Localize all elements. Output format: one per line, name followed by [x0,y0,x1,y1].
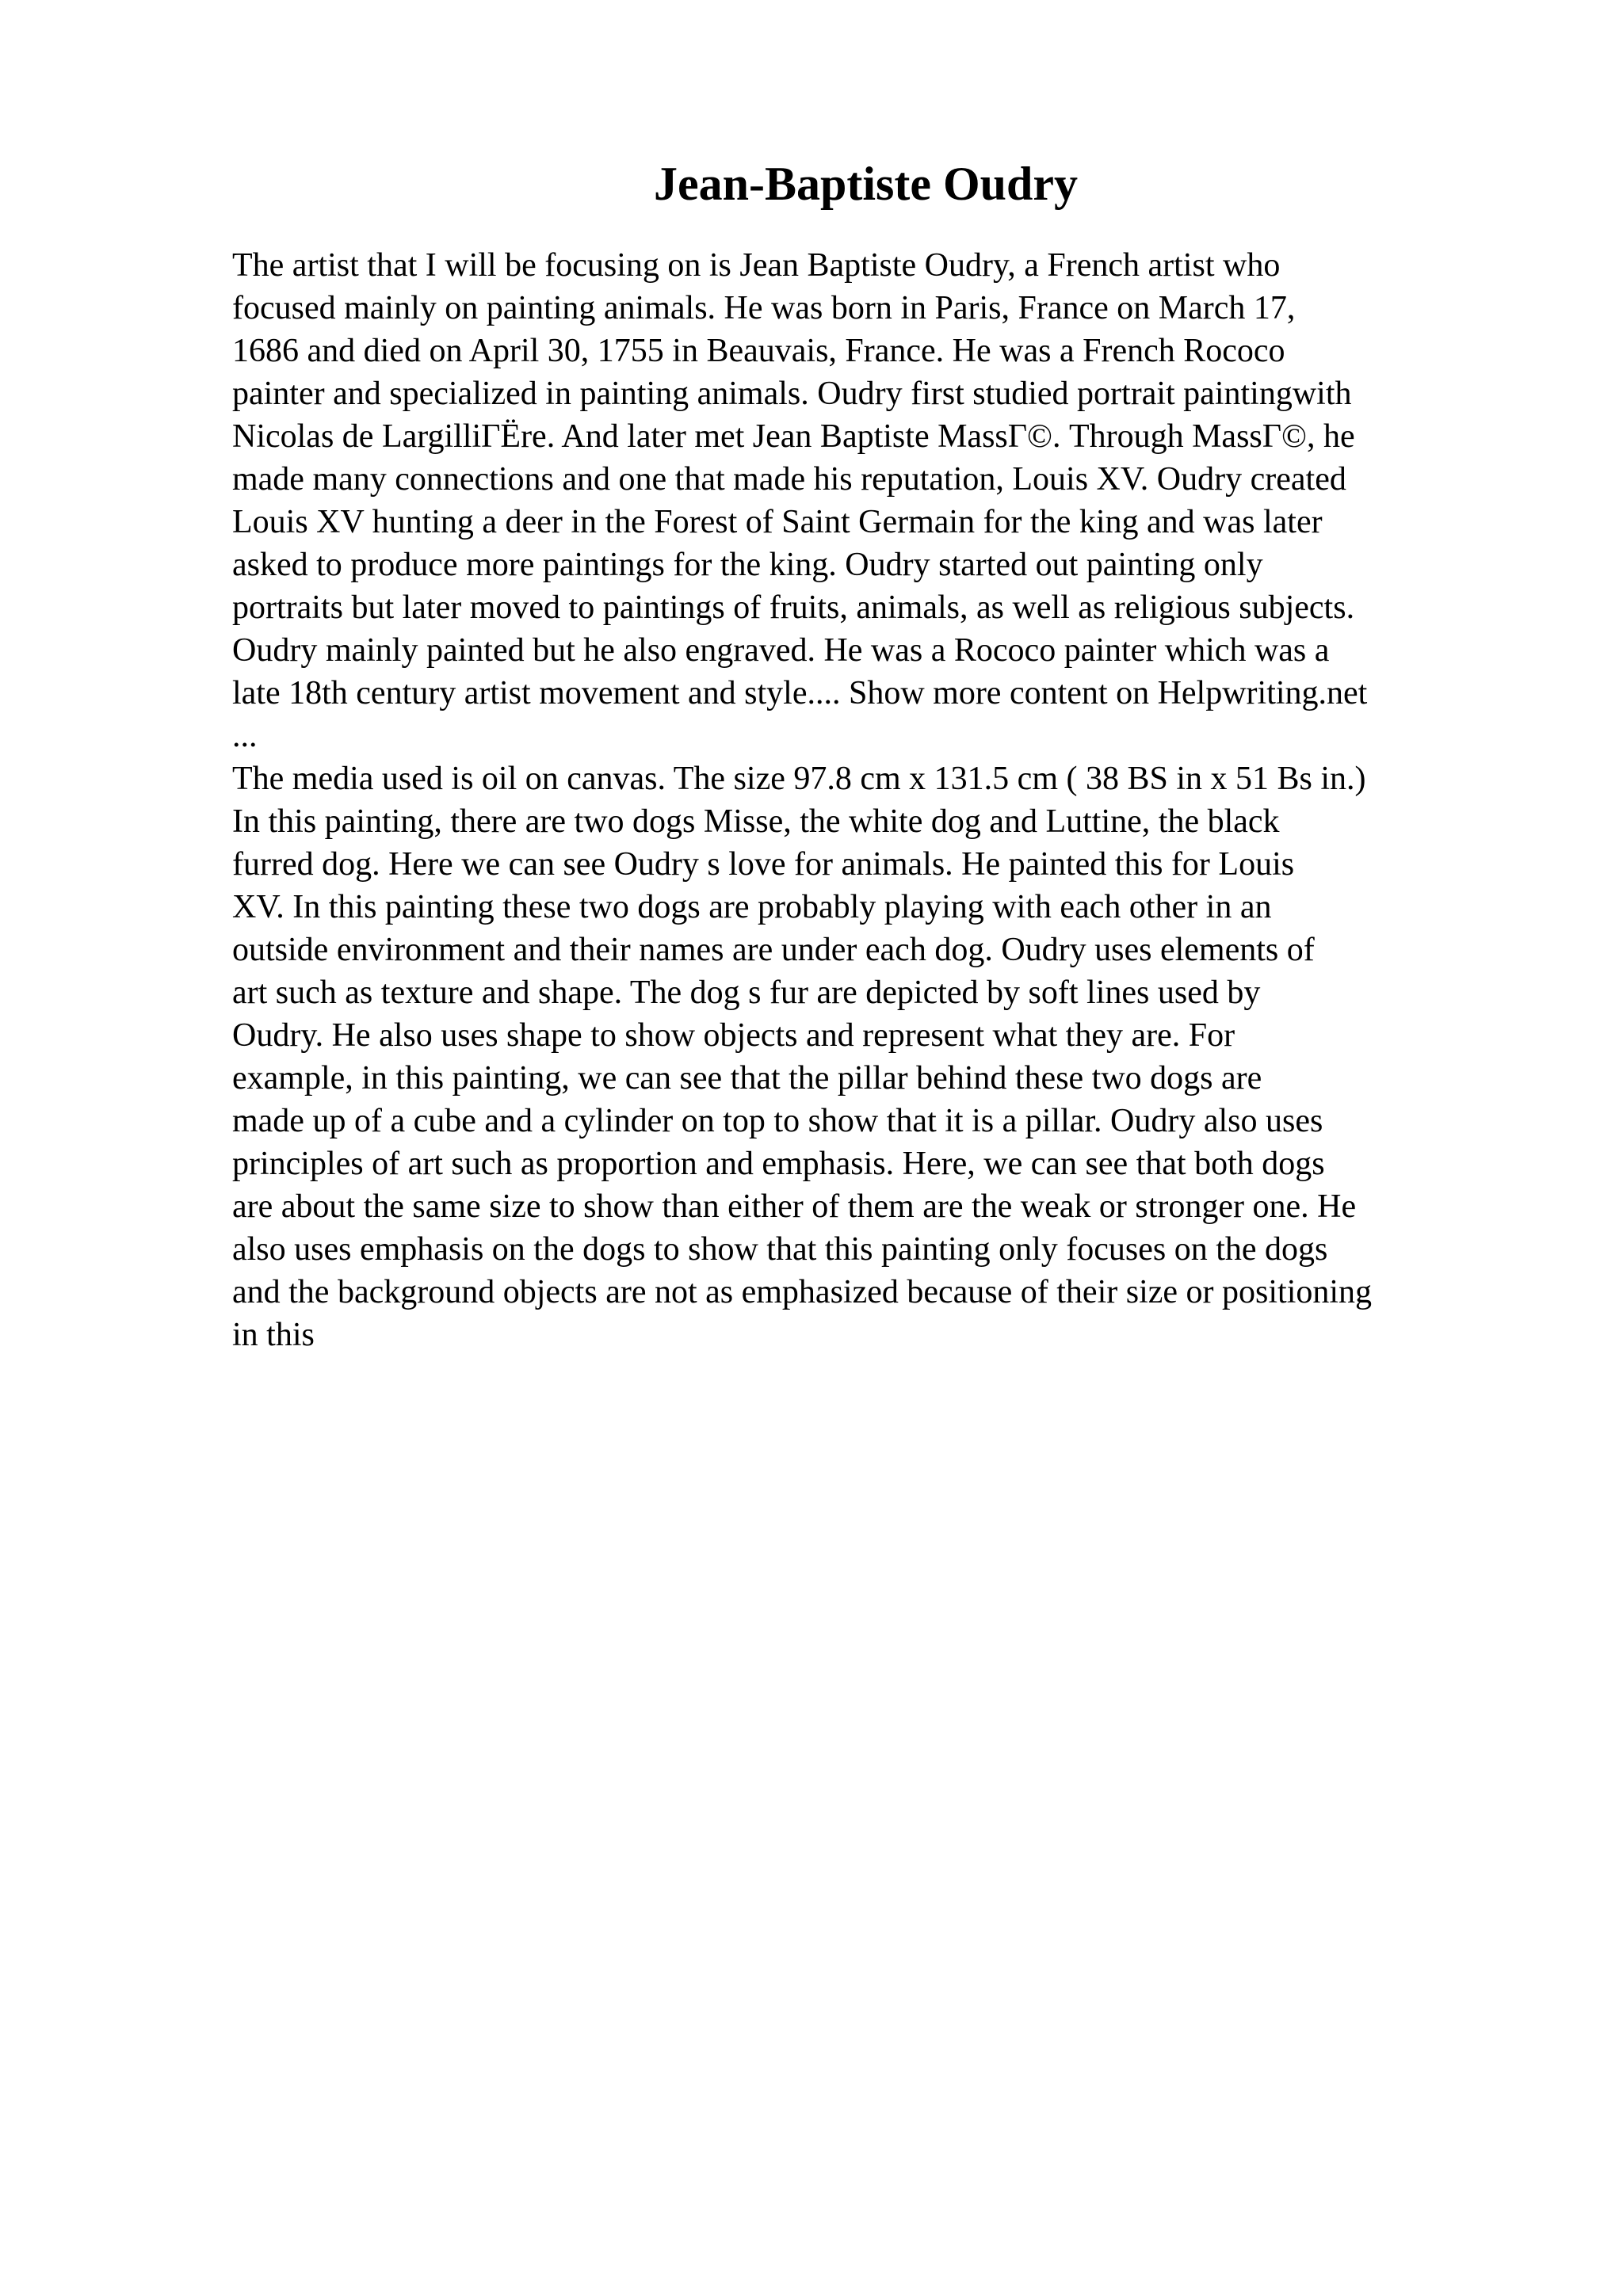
text-line: painter and specialized in painting animals. Oudry first studied portrait paintingwith [232,376,1352,412]
text-line: also uses emphasis on the dogs to show that this painting only focuses on the dogs [232,1231,1328,1268]
text-line: art such as texture and shape. The dog s fur are depicted by soft lines used by [232,974,1261,1011]
text-line: furred dog. Here we can see Oudry s love for animals. He painted this for Louis [232,846,1295,883]
text-line: and the background objects are not as emphasized because of their size or positioning [232,1274,1373,1310]
text-line: made many connections and one that made his reputation, Louis XV. Oudry created [232,461,1346,498]
text-line: XV. In this painting these two dogs are probably playing with each other in an [232,889,1272,925]
text-line: ... [232,718,258,754]
text-line: Louis XV hunting a deer in the Forest of Saint Germain for the king and was later [232,504,1323,540]
text-line: Nicolas de LargilliГЁre. And later met Jean Baptiste MassГ©. Through MassГ©, he [232,418,1355,455]
document-body [232,244,1532,1356]
text-line: In this painting, there are two dogs Misse, the white dog and Luttine, the black [232,803,1280,840]
text-line: are about the same size to show than either of them are the weak or stronger one. He [232,1188,1357,1225]
text-line: focused mainly on painting animals. He was born in Paris, France on March 17, [232,290,1296,326]
text-line: portraits but later moved to paintings of fruits, animals, as well as religious subjects. [232,589,1355,626]
document-title: Jean-Baptiste Oudry [653,158,1079,210]
text-line: example, in this painting, we can see that the pillar behind these two dogs are [232,1060,1262,1097]
text-line: made up of a cube and a cylinder on top to show that it is a pillar. Oudry also uses [232,1103,1323,1139]
text-line: Oudry mainly painted but he also engraved. He was a Rococo painter which was a [232,632,1330,669]
text-line: Oudry. He also uses shape to show objects and represent what they are. For [232,1017,1235,1054]
text-line: in this [232,1317,315,1353]
text-line: The media used is oil on canvas. The size 97.8 cm x 131.5 cm ( 38 BS in x 51 Bs in.) [232,761,1366,797]
text-line: late 18th century artist movement and style.... Show more content on Helpwriting.net [232,675,1368,711]
text-line: outside environment and their names are under each dog. Oudry uses elements of [232,932,1315,968]
text-line: principles of art such as proportion and emphasis. Here, we can see that both dogs [232,1146,1325,1182]
text-line: The artist that I will be focusing on is Jean Baptiste Oudry, a French artist who [232,247,1281,284]
text-line: asked to produce more paintings for the king. Oudry started out painting only [232,547,1263,583]
text-line: 1686 and died on April 30, 1755 in Beauvais, France. He was a French Rococo [232,333,1285,369]
